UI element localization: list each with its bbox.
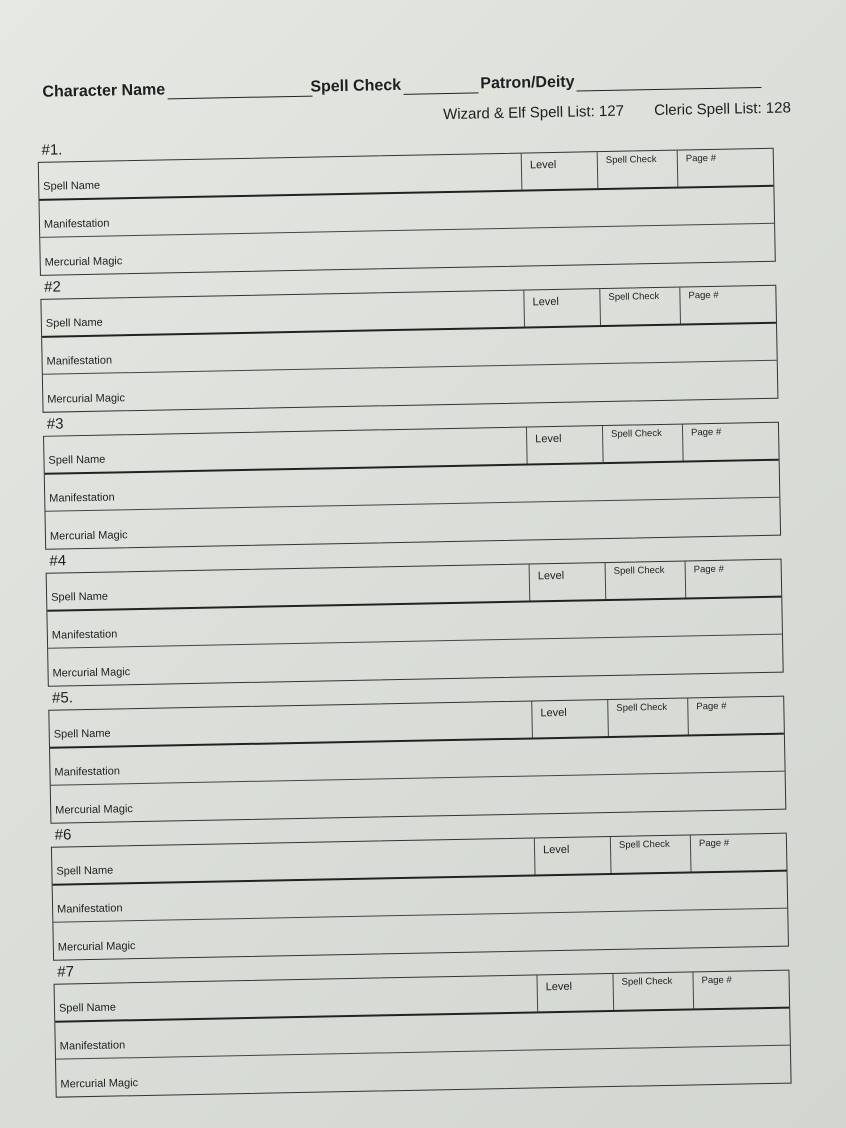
spell-box [43,422,781,550]
spell-check-line [403,78,478,94]
page-label: Page # [685,152,717,165]
spell-check-col-label: Spell Check [605,153,657,166]
wizard-list-ref: Wizard & Elf Spell List: 127 [442,102,625,124]
entry-number: #5. [51,689,74,707]
manifestation-label: Manifestation [49,491,115,505]
level-label: Level [535,432,562,446]
spell-name-label: Spell Name [56,864,114,878]
entry-number: #3 [46,415,64,433]
spell-box [51,833,789,961]
spell-entry [37,409,839,561]
level-cell[interactable] [521,152,598,190]
spell-entry [45,820,846,972]
entry-number: #7 [57,963,75,981]
page-cell[interactable] [692,971,789,1009]
mercurial-magic-label: Mercurial Magic [55,803,133,817]
spell-check-col-label: Spell Check [610,427,662,440]
manifestation-label: Manifestation [57,902,123,916]
spell-entry [47,956,846,1108]
spell-check-col-label: Spell Check [608,290,660,303]
spell-check-cell[interactable] [597,151,678,189]
spell-name-label: Spell Name [51,590,109,604]
level-cell[interactable] [534,837,611,875]
spell-box [40,285,778,413]
page-label: Page # [701,974,732,987]
page-label: Page # [688,289,719,302]
manifestation-label: Manifestation [51,628,118,642]
spell-check-label: Spell Check [310,76,402,96]
entry-number: #6 [54,826,72,844]
spell-box [46,559,784,687]
level-label: Level [537,569,565,583]
spell-entries [32,135,846,1109]
spell-check-cell[interactable] [605,562,686,600]
spell-meta-columns [521,149,774,190]
mercurial-magic-label: Mercurial Magic [44,255,123,269]
mercurial-magic-label: Mercurial Magic [60,1077,139,1091]
character-name-field[interactable] [42,79,312,102]
patron-label: Patron/Deity [480,73,575,93]
spell-meta-columns [531,697,784,738]
spell-entry [42,683,844,835]
manifestation-label: Manifestation [54,765,121,779]
spell-name-label: Spell Name [43,179,101,193]
spell-sheet [30,55,846,1110]
spell-check-cell[interactable] [612,972,693,1010]
spell-box [54,970,792,1098]
page-label: Page # [698,837,730,850]
page-cell[interactable] [677,149,774,187]
page-cell[interactable] [679,286,776,324]
spell-check-col-label: Spell Check [618,838,670,851]
page-label: Page # [693,563,724,576]
patron-line [576,73,761,92]
patron-field[interactable] [480,70,762,93]
level-cell[interactable] [523,289,600,327]
level-label: Level [545,980,573,994]
spell-meta-columns [526,423,779,464]
cleric-list-ref: Cleric Spell List: 128 [653,99,792,120]
page-label: Page # [690,426,722,439]
mercurial-magic-label: Mercurial Magic [47,392,126,406]
level-cell[interactable] [531,700,608,738]
spell-meta-columns [523,286,776,327]
spell-box [38,148,776,276]
level-label: Level [540,706,567,720]
spell-list-references [417,99,791,123]
character-name-label: Character Name [42,81,166,101]
mercurial-magic-label: Mercurial Magic [52,666,131,680]
entry-number: #2 [44,278,62,296]
spell-check-col-label: Spell Check [616,701,668,714]
page-cell[interactable] [690,834,787,872]
manifestation-label: Manifestation [46,354,113,368]
spell-check-cell[interactable] [610,835,691,873]
manifestation-label: Manifestation [43,217,110,231]
page-cell[interactable] [682,423,779,461]
page-cell[interactable] [685,560,782,598]
spell-entry [32,135,834,287]
spell-name-label: Spell Name [45,316,103,330]
manifestation-label: Manifestation [59,1039,126,1053]
page-cell[interactable] [687,697,784,735]
mercurial-magic-label: Mercurial Magic [49,529,128,543]
level-label: Level [542,843,570,857]
sheet-header [30,55,831,150]
spell-check-field[interactable] [310,75,478,96]
spell-check-col-label: Spell Check [613,564,665,577]
spell-name-label: Spell Name [53,727,111,741]
spell-box [48,696,786,824]
spell-meta-columns [534,834,787,875]
entry-number: #1. [41,141,63,159]
level-cell[interactable] [529,563,606,601]
spell-check-cell[interactable] [602,425,683,463]
spell-check-cell[interactable] [607,698,688,736]
character-name-line [167,82,312,100]
level-label: Level [532,295,559,309]
spell-entry [39,546,841,698]
spell-meta-columns [529,560,782,601]
spell-check-col-label: Spell Check [621,975,673,988]
entry-number: #4 [49,552,67,570]
level-cell[interactable] [526,426,603,464]
level-label: Level [529,158,557,172]
spell-name-label: Spell Name [58,1001,116,1015]
spell-name-label: Spell Name [48,453,106,467]
spell-check-cell[interactable] [599,288,680,326]
page-label: Page # [696,700,727,713]
level-cell[interactable] [536,974,613,1012]
spell-entry [34,272,836,424]
spell-meta-columns [536,971,789,1012]
mercurial-magic-label: Mercurial Magic [57,940,136,954]
